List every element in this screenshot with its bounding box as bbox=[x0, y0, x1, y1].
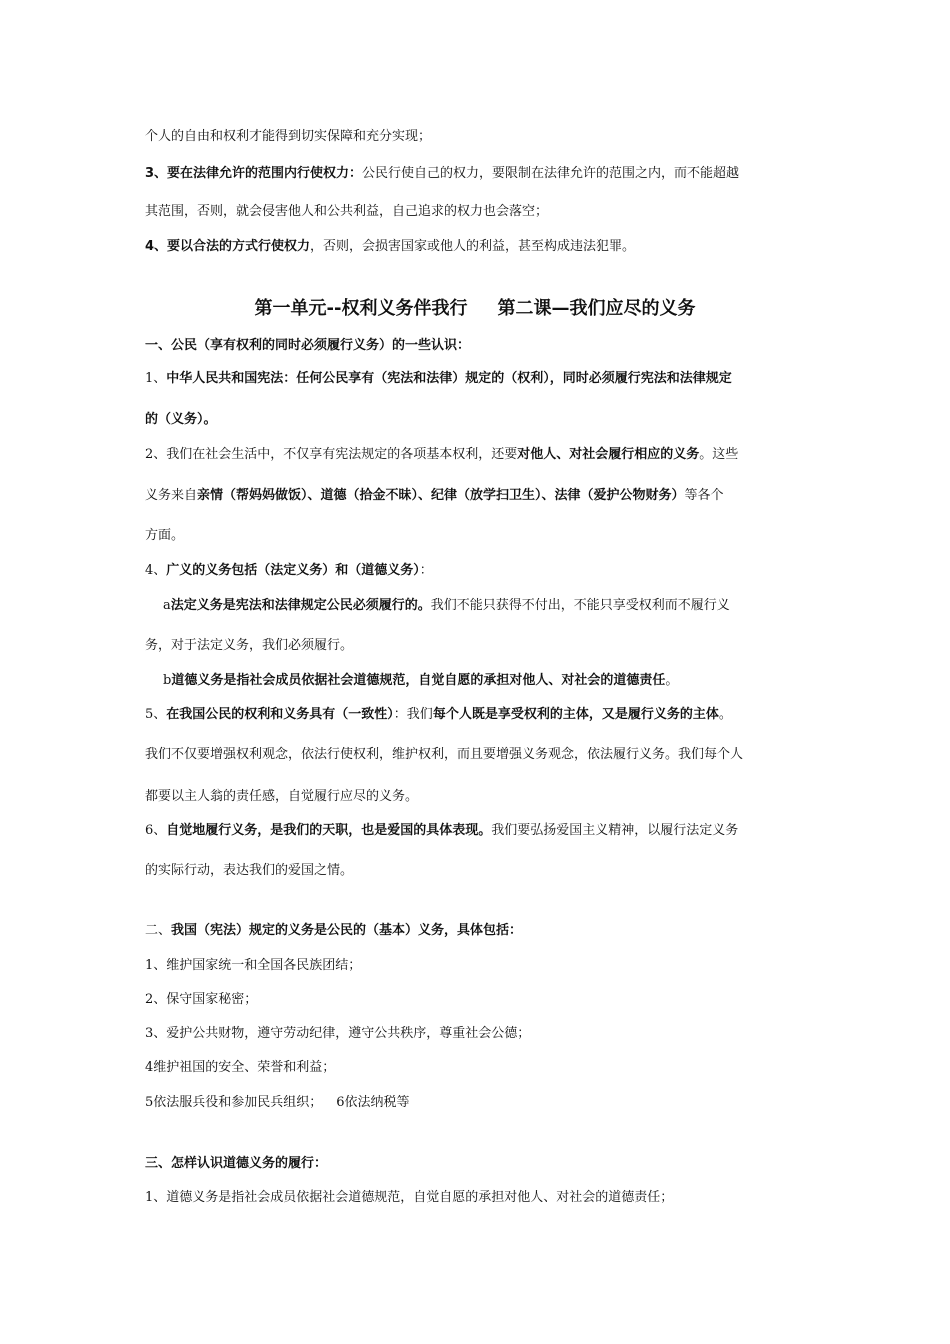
heading-line bbox=[145, 922, 810, 940]
text: 等各个 bbox=[684, 488, 724, 503]
bold-text: 广义的义务包括（法定义务）和（道德义务） bbox=[166, 563, 420, 578]
text: ： bbox=[419, 563, 433, 578]
bold-text: 自觉地履行义务，是我们的天职，也是爱国的具体表现。 bbox=[166, 823, 492, 838]
section-title bbox=[0, 294, 950, 320]
list-item bbox=[145, 991, 810, 1009]
text-line bbox=[145, 487, 810, 505]
text: 我们不能只获得不付出，不能只享受权利而不履行义 bbox=[430, 598, 730, 613]
text: 1、 bbox=[145, 371, 167, 386]
text-line bbox=[145, 822, 810, 840]
text: 4、 bbox=[145, 563, 167, 578]
text: 。 bbox=[665, 673, 679, 688]
text-line bbox=[145, 411, 810, 429]
text: b bbox=[163, 673, 172, 688]
text: 都要以主人翁的责任感，自觉履行应尽的义务。 bbox=[145, 789, 419, 804]
text: 我们不仅要增强权利观念，依法行使权利，维护权利，而且要增强义务观念，依法履行义务。我们每个人 bbox=[145, 747, 744, 762]
text-line bbox=[163, 672, 828, 690]
bold-text: 对他人、对社会履行相应的义务 bbox=[517, 447, 700, 462]
title-part: 第二课—我们应尽的义务 bbox=[497, 298, 696, 319]
text-line bbox=[145, 788, 810, 806]
text: 。这些 bbox=[699, 447, 739, 462]
bold-text: 每个人既是享受权利的主体，又是履行义务的主体 bbox=[432, 707, 719, 722]
text: 6依法纳税等 bbox=[336, 1095, 410, 1110]
text-line bbox=[145, 746, 810, 764]
text: 方面。 bbox=[145, 528, 185, 543]
text-line bbox=[145, 165, 810, 183]
text-line bbox=[145, 238, 810, 256]
text: 我们要弘扬爱国主义精神，以履行法定义务 bbox=[491, 823, 739, 838]
text: 2、我们在社会生活中，不仅享有宪法规定的各项基本权利，还要 bbox=[145, 447, 518, 462]
text: 其范围，否则，就会侵害他人和公共利益，自己追求的权力也会落空； bbox=[145, 204, 549, 219]
bold-text: 道德义务是指社会成员依据社会道德规范，自觉自愿的承担对他人、对社会的道德责任 bbox=[171, 673, 666, 688]
text: 的实际行动，表达我们的爱国之情。 bbox=[145, 863, 354, 878]
bold-text: 的（义务）。 bbox=[145, 412, 217, 427]
text: 5依法服兵役和参加民兵组织； bbox=[145, 1095, 323, 1110]
heading-line bbox=[145, 1155, 810, 1173]
text: 5、 bbox=[145, 707, 167, 722]
text: ，否则，会损害国家或他人的利益，甚至构成违法犯罪。 bbox=[310, 239, 636, 254]
text-line bbox=[145, 203, 810, 221]
list-item bbox=[145, 1025, 810, 1043]
text: 1、维护国家统一和全国各民族团结； bbox=[145, 958, 362, 973]
text: 6、 bbox=[145, 823, 167, 838]
text-line bbox=[145, 128, 810, 146]
bold-text: 中华人民共和国宪法：任何公民享有（宪法和法律）规定的（权利），同时必须履行宪法和法律规定 bbox=[166, 371, 732, 386]
list-item bbox=[145, 1094, 810, 1112]
heading-line bbox=[145, 337, 810, 355]
text-line bbox=[145, 562, 810, 580]
bold-text: 4、要以合法的方式行使权力 bbox=[145, 239, 311, 254]
text: 3、爱护公共财物，遵守劳动纪律，遵守公共秩序，尊重社会公德； bbox=[145, 1026, 531, 1041]
text: 务，对于法定义务，我们必须履行。 bbox=[145, 638, 354, 653]
text: 。 bbox=[718, 707, 732, 722]
text: 二、 bbox=[145, 923, 172, 938]
heading-text: 三、怎样认识道德义务的履行： bbox=[145, 1156, 328, 1171]
bold-text: 我国（宪法）规定的义务是公民的（基本）义务，具体包括： bbox=[171, 923, 523, 938]
text: 个人的自由和权利才能得到切实保障和充分实现； bbox=[145, 129, 432, 144]
title-part: 第一单元--权利义务伴我行 bbox=[254, 298, 468, 319]
list-item bbox=[145, 1059, 810, 1077]
text-line bbox=[145, 446, 810, 464]
text: 公民行使自己的权力，要限制在法律允许的范围之内，而不能超越 bbox=[362, 166, 740, 181]
text: 1、道德义务是指社会成员依据社会道德规范，自觉自愿的承担对他人、对社会的道德责任； bbox=[145, 1190, 674, 1205]
bold-text: 3、要在法律允许的范围内行使权力： bbox=[145, 166, 363, 181]
list-item bbox=[145, 957, 810, 975]
text-line bbox=[145, 370, 810, 388]
text: 4维护祖国的安全、荣誉和利益； bbox=[145, 1060, 336, 1075]
text: 2、保守国家秘密； bbox=[145, 992, 258, 1007]
text-line bbox=[145, 706, 810, 724]
bold-text: 法定义务是宪法和法律规定公民必须履行的。 bbox=[170, 598, 431, 613]
text-line bbox=[145, 637, 810, 655]
text-line bbox=[145, 1189, 810, 1207]
text: 义务来自 bbox=[145, 488, 198, 503]
text: a bbox=[163, 598, 171, 613]
heading-text: 一、公民（享有权利的同时必须履行义务）的一些认识： bbox=[145, 338, 471, 353]
text-line bbox=[163, 597, 828, 615]
text-line bbox=[145, 527, 810, 545]
text: ：我们 bbox=[393, 707, 433, 722]
bold-text: 亲情（帮妈妈做饭）、道德（拾金不昧）、纪律（放学扫卫生）、法律（爱护公物财务） bbox=[197, 488, 685, 503]
bold-text: 在我国公民的权利和义务具有（一致性） bbox=[166, 707, 394, 722]
text-line bbox=[145, 862, 810, 880]
